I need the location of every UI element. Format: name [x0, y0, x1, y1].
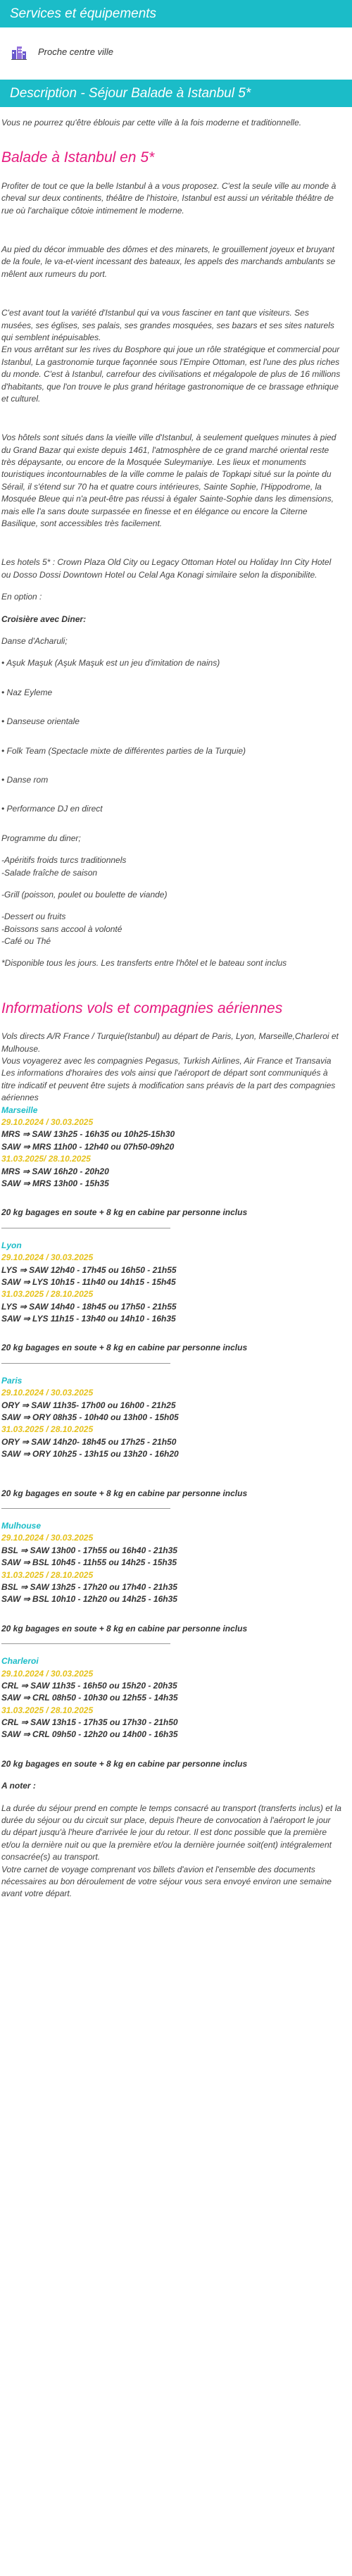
option-label: En option :: [1, 592, 42, 602]
baggage-info: 20 kg bagages en soute + 8 kg en cabine par personne inclus: [1, 1343, 248, 1353]
period-dates: 31.03.2025/ 28.10.2025: [1, 1154, 91, 1164]
menu-item: -Apéritifs froids turcs traditionnels: [1, 855, 127, 866]
city-block: [1, 1520, 342, 1644]
baggage-info: 20 kg bagages en soute + 8 kg en cabine par personne inclus: [1, 1623, 248, 1634]
flight-line: ORY ⇒ SAW 11h35- 17h00 ou 16h00 - 21h25: [1, 1400, 176, 1410]
croisiere-label: Croisière avec Diner:: [1, 614, 87, 624]
separator: [1, 1643, 170, 1644]
show-item: • Danse rom: [1, 774, 49, 785]
baggage-info: 20 kg bagages en soute + 8 kg en cabine par personne inclus: [1, 1207, 248, 1218]
flight-line: SAW ⇒ ORY 10h25 - 13h15 ou 13h20 - 16h20: [1, 1449, 179, 1460]
city-block: [1, 1655, 342, 1770]
show-item: • Naz Eyleme: [1, 687, 53, 697]
flight-line: SAW ⇒ LYS 11h15 - 13h40 ou 14h10 - 16h35: [1, 1314, 176, 1324]
equipment-item: [0, 27, 352, 80]
city-name: Marseille: [1, 1105, 38, 1115]
danse-label: Danse d'Acharuli;: [1, 635, 68, 646]
city-name: Lyon: [1, 1240, 22, 1250]
period-dates: 29.10.2024 / 30.03.2025: [1, 1252, 94, 1263]
city-block: [1, 1375, 342, 1509]
flight-line: SAW ⇒ CRL 09h50 - 12h20 ou 14h00 - 16h35: [1, 1729, 178, 1740]
city-block: [1, 1105, 342, 1228]
description-banner: Description - Séjour Balade à Istanbul 5*: [0, 80, 352, 107]
city-name: Charleroi: [1, 1656, 39, 1667]
separator: [1, 1508, 170, 1509]
intro-text: Vous ne pourrez qu'être éblouis par cette ville à la fois moderne et traditionnelle.: [1, 118, 302, 127]
paragraph-hotels: Les hotels 5* : Crown Plaza Old City ou Legacy Ottoman Hotel ou Holiday Inn City Hotel ou Dosso Dossi Downtown Hotel ou Celal Aga Konagi similaire selon la disponibilite.: [1, 557, 332, 580]
paragraph-1: Profiter de tout ce que la belle Istanbul à a vous proposez. C'est la seule ville au monde à cheval sur deux continents, théâtre de l'histoire, Istanbul est aussi un véritable théâtre de rue où l'archaïque côtoie intimement le moderne.: [1, 180, 337, 216]
period-dates: 29.10.2024 / 30.03.2025: [1, 1533, 94, 1543]
separator: [1, 1363, 170, 1364]
balade-title: Balade à Istanbul en 5*: [1, 149, 155, 166]
programme-label: Programme du diner;: [1, 833, 81, 843]
flight-line: SAW ⇒ BSL 10h45 - 11h55 ou 14h25 - 15h35: [1, 1557, 177, 1568]
flight-line: CRL ⇒ SAW 13h15 - 17h35 ou 17h30 - 21h50: [1, 1717, 178, 1728]
flight-line: LYS ⇒ SAW 12h40 - 17h45 ou 16h50 - 21h55: [1, 1264, 177, 1275]
baggage-info: 20 kg bagages en soute + 8 kg en cabine par personne inclus: [1, 1488, 248, 1498]
a-noter-text: La durée du séjour prend en compte le temps consacré au transport (transferts inclus) et la durée du séjour ou du circuit sur place, depuis l'heure de convocation à l'aéroport le jour du départ jusqu'à l'heure d'arrivée le jour du retour. Il est donc possible que la première et/ou la dernière nuit ou que la première et/ou la dernière journée soit(ent) intégralement consacrée(s) au transport. Votre carnet de voyage comprenant vos billets d'avion et l'ensemble des documents nécessaires au bon déroulement de votre séjour vous sera envoyé environ une semaine avant votre départ.: [1, 1803, 341, 1899]
flight-line: SAW ⇒ MRS 11h00 - 12h40 ou 07h50-09h20: [1, 1141, 175, 1152]
flight-line: BSL ⇒ SAW 13h25 - 17h20 ou 17h40 - 21h35: [1, 1581, 177, 1592]
period-dates: 29.10.2024 / 30.03.2025: [1, 1388, 94, 1398]
period-dates: 29.10.2024 / 30.03.2025: [1, 1668, 94, 1679]
flight-line: SAW ⇒ MRS 13h00 - 15h35: [1, 1178, 109, 1188]
city-name: Paris: [1, 1375, 23, 1386]
menu-item: -Café ou Thé: [1, 936, 51, 947]
city-center-icon: [10, 43, 28, 61]
flight-line: SAW ⇒ ORY 08h35 - 10h40 ou 13h00 - 15h05: [1, 1412, 179, 1423]
show-item: • Danseuse orientale: [1, 716, 80, 727]
equipment-label: Proche centre ville: [38, 46, 113, 57]
cities-list: [1, 1105, 342, 1771]
vols-title: Informations vols et compagnies aériennes: [1, 1000, 283, 1016]
services-banner: Services et équipements: [0, 0, 352, 27]
menu-item: -Salade fraîche de saison: [1, 867, 98, 878]
flight-line: BSL ⇒ SAW 13h00 - 17h55 ou 16h40 - 21h35: [1, 1545, 177, 1555]
baggage-info: 20 kg bagages en soute + 8 kg en cabine par personne inclus: [1, 1758, 248, 1769]
period-dates: 31.03.2025 / 28.10.2025: [1, 1569, 94, 1580]
flight-line: ORY ⇒ SAW 14h20- 18h45 ou 17h25 - 21h50: [1, 1436, 177, 1447]
paragraph-3: C'est avant tout la variété d'Istanbul qui va vous fasciner en tant que visiteurs. Ses musées, ses églises, ses palais, ses grandes mosquées, ses bazars et ses sites naturels qui semblent inépuisables. En vous arrêtant sur les rives du Bosphore qui joue un rôle stratégique et commercial pour Istanbul, La gastronomie turque façonnée sous l'Empire Ottoman, est l'une des plus riches du monde. C'est à Istanbul, carrefour des civilisations et mégalopole de plus de 16 millions d'habitants, que l'on trouve le plus grand héritage gastronomique de ce brassage ethnique et culturel.: [1, 308, 341, 404]
flight-line: LYS ⇒ SAW 14h40 - 18h45 ou 17h50 - 21h55: [1, 1301, 177, 1312]
flight-line: SAW ⇒ CRL 08h50 - 10h30 ou 12h55 - 14h35: [1, 1693, 178, 1703]
paragraph-4: Vos hôtels sont situés dans la vieille ville d'Istanbul, à seulement quelques minutes à pied du Grand Bazar qui existe depuis 1461, l'atmosphère de ce grand marché oriental reste très dépaysante, ou encore de la Mosquée Suleymaniye. Les lieux et monuments touristiques incontournables de la ville comme le palais de Topkapi situé sur la pointe du Sérail, il s'étend sur 70 ha et quatre cours intérieures, Sainte Sophie, l'Hippodrome, la Mosquée Bleue qui n'a peut-être pas réussi à égaler Sainte-Sophie dans les dimensions, mais elle l'a sans doute surpassée en finesse et en élégance ou encore la Citerne Basilique, sont accessibles très facilement.: [1, 433, 337, 529]
description-content: [0, 117, 352, 1917]
flight-line: MRS ⇒ SAW 16h20 - 20h20: [1, 1166, 109, 1176]
period-dates: 31.03.2025 / 28.10.2025: [1, 1705, 94, 1715]
disponible-note: *Disponible tous les jours. Les transferts entre l'hôtel et le bateau sont inclus: [1, 958, 287, 969]
period-dates: 29.10.2024 / 30.03.2025: [1, 1117, 94, 1128]
flight-line: SAW ⇒ LYS 10h15 - 11h40 ou 14h15 - 15h45: [1, 1276, 176, 1287]
menu-item: -Grill (poisson, poulet ou boulette de viande): [1, 889, 168, 900]
flight-line: MRS ⇒ SAW 13h25 - 16h35 ou 10h25-15h30: [1, 1129, 175, 1140]
city-name: Mulhouse: [1, 1521, 41, 1531]
show-item: • Aşuk Maşuk (Aşuk Maşuk est un jeu d'imitation de nains): [1, 658, 220, 668]
flight-line: SAW ⇒ BSL 10h10 - 12h20 ou 14h25 - 16h35: [1, 1594, 177, 1605]
menu-item: -Dessert ou fruits: [1, 911, 66, 922]
period-dates: 31.03.2025 / 28.10.2025: [1, 1289, 94, 1300]
menu-item: -Boissons sans accool à volonté: [1, 923, 122, 934]
a-noter-label: A noter :: [1, 1781, 36, 1791]
vols-intro: Vols directs A/R France / Turquie(Istanbul) au départ de Paris, Lyon, Marseille,Charleroi et Mulhouse. Vous voyagerez avec les compagnies Pegasus, Turkish Airlines, Air France et Transavia Les informations d'horaires des vols ainsi que l'aéroport de départ sont communiqués à titre indicatif et peuvent être sujets à modification sans préavis de la part des compagnies aériennes: [1, 1031, 339, 1103]
period-dates: 31.03.2025 / 28.10.2025: [1, 1424, 94, 1435]
city-block: [1, 1240, 342, 1364]
flight-line: CRL ⇒ SAW 11h35 - 16h50 ou 15h20 - 20h35: [1, 1680, 177, 1691]
paragraph-2: Au pied du décor immuable des dômes et des minarets, le grouillement joyeux et bruyant de la foule, le va-et-vient incessant des bateaux, les appels des marchands ambulants se mêlent aux rumeurs du port.: [1, 244, 336, 279]
show-item: • Folk Team (Spectacle mixte de différentes parties de la Turquie): [1, 745, 246, 756]
show-item: • Performance DJ en direct: [1, 804, 103, 814]
